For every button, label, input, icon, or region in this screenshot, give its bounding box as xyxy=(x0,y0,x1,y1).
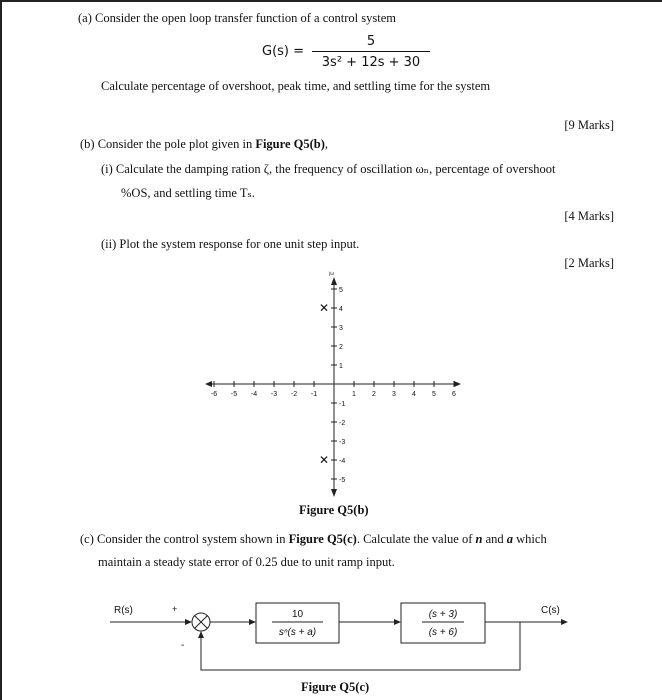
part-c-line1-post: which xyxy=(513,532,547,546)
y-tick-label-neg-0: -1 xyxy=(339,401,346,408)
x-tick-label-neg-2: -4 xyxy=(250,391,258,398)
part-b-intro-pre: (b) Consider the pole plot given in xyxy=(80,137,256,151)
part-a-marks: [9 Marks] xyxy=(564,118,614,132)
part-b-intro xyxy=(80,137,328,152)
block1-numerator: 10 xyxy=(291,609,304,620)
part-a-task: Calculate percentage of overshoot, peak time, and settling time for the system xyxy=(101,79,491,93)
imag-axis-arrow-down xyxy=(331,489,337,497)
part-c-line2: maintain a steady state error of 0.25 due to unit ramp input. xyxy=(98,555,395,569)
tf-denominator: 3s² + 12s + 30 xyxy=(321,55,421,70)
part-b-figure-ref: Figure Q5(b) xyxy=(255,137,325,151)
block1-to-block2-arrow xyxy=(394,619,401,625)
x-tick-label-pos-5: 6 xyxy=(452,391,456,398)
x-tick-label-neg-0: -6 xyxy=(210,391,218,398)
figure-q5b-caption: Figure Q5(b) xyxy=(299,503,369,517)
y-tick-label-pos-3: 2 xyxy=(339,344,343,351)
pole-marker-0: ✕ xyxy=(318,301,330,315)
pole-plot xyxy=(195,268,470,498)
y-tick-label-pos-2: 3 xyxy=(339,325,343,332)
part-c-line1 xyxy=(80,532,547,547)
part-b-q1-line2: %OS, and settling time Tₛ. xyxy=(121,186,255,200)
x-tick-label-pos-3: 4 xyxy=(412,391,416,398)
x-tick-label-neg-3: -3 xyxy=(270,391,278,398)
part-c-var-a: a xyxy=(506,532,514,546)
part-b-q1-line1: (i) Calculate the damping ration ζ, the frequency of oscillation ωₙ, percentage of overshoot xyxy=(101,162,556,176)
y-tick-label-neg-3: -4 xyxy=(339,458,346,465)
x-tick-label-neg-5: -1 xyxy=(310,391,318,398)
figure-q5c-caption: Figure Q5(c) xyxy=(301,680,370,694)
tf-fraction-bar xyxy=(312,51,430,52)
part-c-line1-pre: (c) Consider the control system shown in xyxy=(80,532,289,546)
feedback-arrow xyxy=(198,631,204,638)
part-b-q2-marks: [2 Marks] xyxy=(564,256,614,270)
part-a-intro: (a) Consider the open loop transfer function of a control system xyxy=(78,11,396,25)
x-tick-label-neg-4: -2 xyxy=(290,391,298,398)
output-label: C(s) xyxy=(541,605,560,616)
part-c-figure-ref: Figure Q5(c) xyxy=(288,532,357,546)
x-tick-label-pos-1: 2 xyxy=(372,391,376,398)
y-tick-label-neg-2: -3 xyxy=(339,439,346,446)
y-tick-label-pos-0: 5 xyxy=(339,287,343,294)
summing-plus-sign: + xyxy=(172,604,178,614)
input-label: R(s) xyxy=(114,605,133,616)
part-b-q1-marks: [4 Marks] xyxy=(564,209,614,223)
real-axis-arrow-right xyxy=(454,381,461,387)
imag-axis-label: jω xyxy=(329,271,335,277)
x-tick-label-pos-0: 1 xyxy=(352,391,356,398)
input-arrow xyxy=(185,619,192,625)
y-tick-label-pos-4: 1 xyxy=(339,363,343,370)
block1-denominator: sⁿ(s + a) xyxy=(278,627,317,638)
y-tick-label-neg-4: -5 xyxy=(339,477,346,484)
part-c-var-n: n xyxy=(475,532,483,546)
y-tick-label-neg-1: -2 xyxy=(339,420,346,427)
block-diagram xyxy=(0,590,662,680)
imag-axis-arrow-up xyxy=(331,277,337,285)
real-axis-arrow-left xyxy=(205,381,212,387)
x-tick-label-neg-1: -5 xyxy=(230,391,238,398)
block2-denominator: (s + 6) xyxy=(428,627,458,638)
summing-minus-sign: - xyxy=(181,640,185,651)
x-tick-label-pos-4: 5 xyxy=(432,391,436,398)
tf-lhs: G(s) = xyxy=(262,44,305,59)
tf-numerator: 5 xyxy=(366,34,376,49)
y-tick-label-pos-1: 4 xyxy=(339,306,343,313)
part-b-intro-post: , xyxy=(324,137,329,151)
part-c-line1-and: and xyxy=(482,532,507,546)
sum-to-block1-arrow xyxy=(249,619,256,625)
pole-marker-1: ✕ xyxy=(318,453,330,467)
block2-numerator: (s + 3) xyxy=(428,609,458,620)
summing-junction xyxy=(192,613,210,631)
output-arrow xyxy=(561,619,568,625)
x-tick-label-pos-2: 3 xyxy=(392,391,396,398)
part-b-q2: (ii) Plot the system response for one unit step input. xyxy=(101,237,360,251)
pole-plot-ticks xyxy=(211,287,456,484)
part-c-line1-mid: . Calculate the value of xyxy=(356,532,476,546)
pole-plot-axes xyxy=(205,271,461,497)
